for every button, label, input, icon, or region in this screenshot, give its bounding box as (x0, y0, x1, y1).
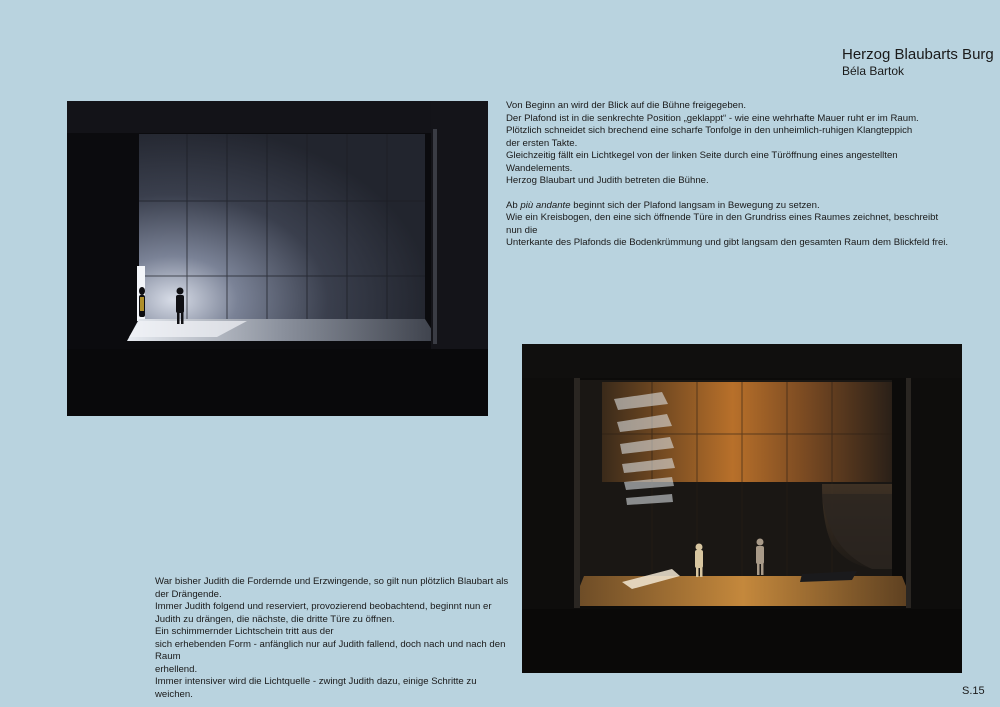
text-line: Plötzlich schneidet sich brechend eine scharfe Tonfolge in den unheimlich-ruhigen Klangteppich (506, 125, 913, 136)
text-line: Ein schimmernder Lichtschein tritt aus der (155, 626, 334, 637)
text-line: Unterkante des Plafonds die Bodenkrümmung und gibt langsam den gesamten Raum dem Blickfeld frei. (506, 237, 949, 248)
text-line: Herzog Blaubart und Judith betreten die Bühne. (506, 175, 709, 186)
text-line: Wie ein Kreisbogen, den eine sich öffnende Türe in den Grundriss eines Raumes zeichnet, beschreibt nun die (506, 212, 939, 236)
text-line: Judith zu drängen, die nächste, die dritte Türe zu öffnen. (155, 613, 395, 625)
text-line: Immer intensiver wird die Lichtquelle - zwingt Judith dazu, einige Schritte zu weichen. (155, 676, 477, 700)
text-line: der Drängende. (155, 588, 222, 600)
stage-photo-2 (522, 344, 962, 673)
page-title: Herzog Blaubarts Burg (842, 46, 994, 63)
description-bottom (155, 576, 515, 701)
text-segment: Ab (506, 199, 521, 211)
text-line: erhellend. (155, 663, 198, 675)
text-line: Der Plafond ist in die senkrechte Position „geklappt“ - wie eine wehrhafte Mauer ruht er im Raum. (506, 112, 919, 124)
tempo-marking: più andante (520, 199, 571, 211)
text-segment: beginnt sich der Plafond langsam in Bewegung zu setzen. (570, 199, 820, 211)
text-line: Wandelements. (506, 162, 573, 174)
stage-photo-1 (67, 101, 488, 416)
text-line: sich erhebenden Form - anfänglich nur auf Judith fallend, doch nach und nach den Raum (155, 638, 506, 662)
text-line: der ersten Takte. (506, 137, 578, 149)
text-line: Von Beginn an wird der Blick auf die Bühne freigegeben. (506, 100, 747, 111)
description-top (506, 100, 956, 250)
text-line: Immer Judith folgend und reserviert, provozierend beobachtend, beginnt nun er (155, 601, 492, 612)
text-line: War bisher Judith die Fordernde und Erzwingende, so gilt nun plötzlich Blaubart als (155, 576, 509, 587)
text-line: Gleichzeitig fällt ein Lichtkegel von der linken Seite durch eine Türöffnung eines angestellten (506, 150, 898, 161)
page-subtitle: Béla Bartok (842, 64, 905, 78)
page-number: S.15 (962, 685, 985, 697)
text-line (506, 200, 956, 213)
